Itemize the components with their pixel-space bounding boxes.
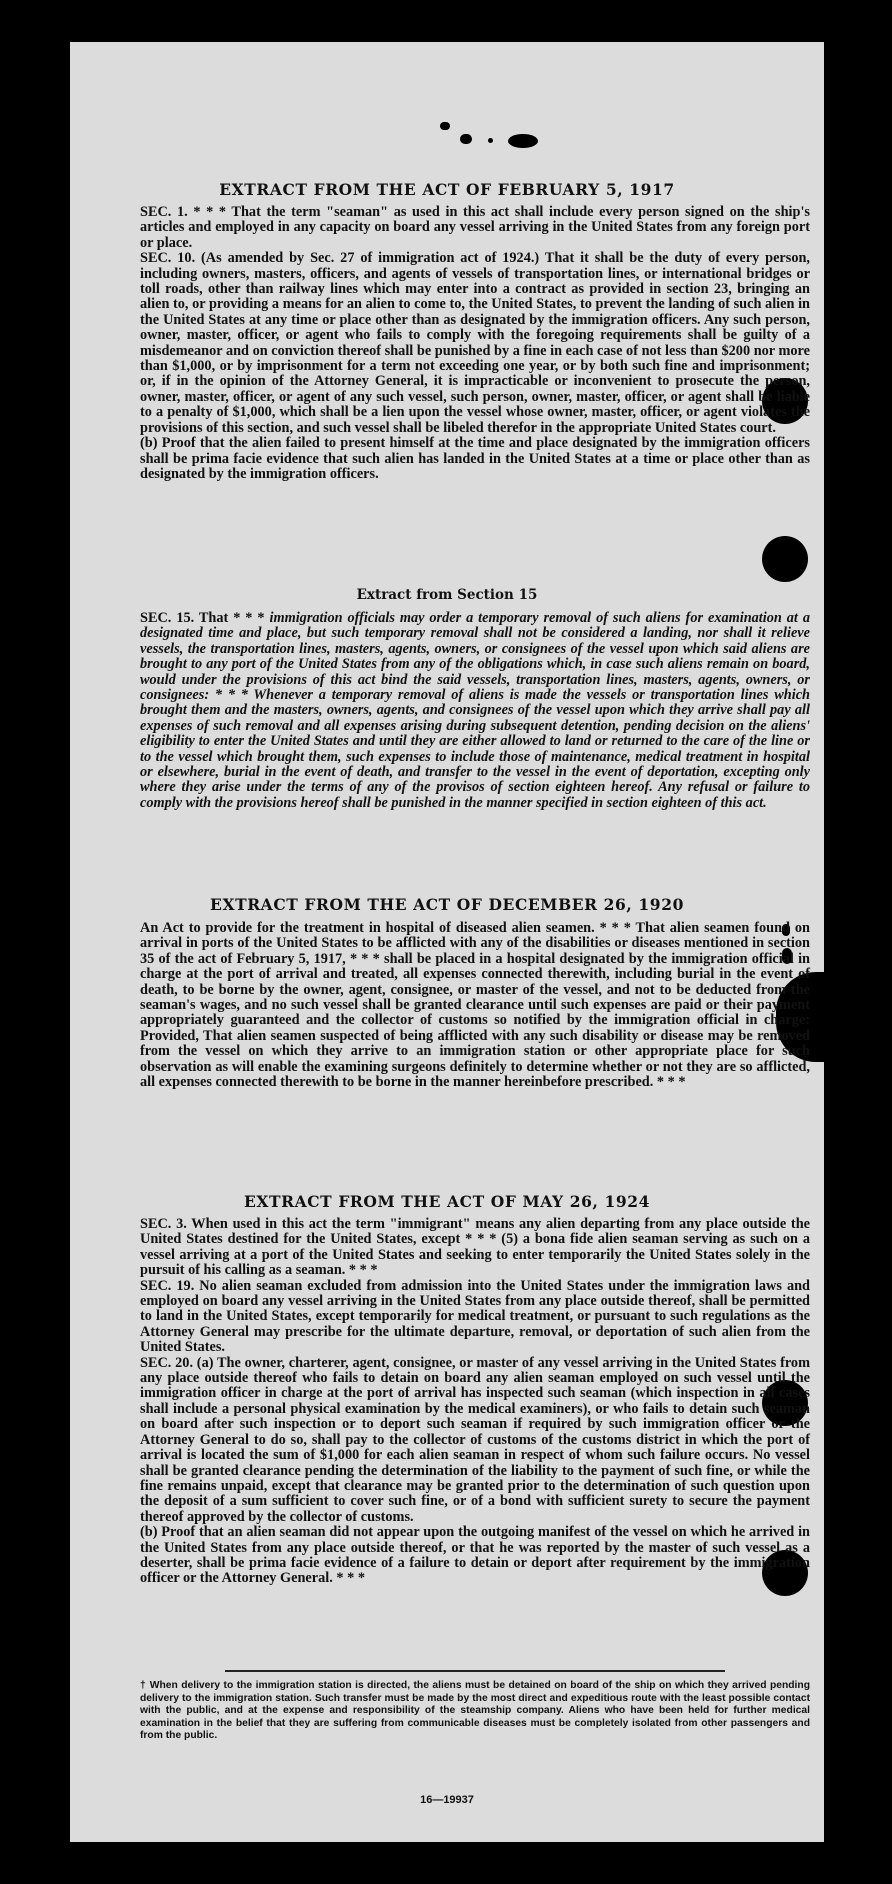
subheading-section-15: Extract from Section 15: [356, 587, 538, 603]
ink-blot: [488, 138, 493, 143]
text-act-1924: SEC. 3. When used in this act the term "immigrant" means any alien departing from any place outside the United States destined for the United States, except * * * (5) a bona fide alien seaman serving as such on a vessel arriving at a port of the United States and seeking to enter temporarily the United States solely in the pursuit of his calling as a seaman. * * * SEC. 19. No alien seaman excluded from admission into the United States under the immigration laws and employed on board any vessel arriving in the United States from any place outside thereof, shall be permitted to land in the United States, except temporarily for medical treatment, or pursuant to such regulations as the Attorney General may prescribe for the ultimate departure, removal, or deportation of such alien from the United States. SEC. 20. (a) The owner, charterer, agent, consignee, or master of any vessel arriving in the United States from any place outside thereof who fails to detain on board any alien seaman employed on such vessel until the immigration officer in charge at the port of arrival has inspected such seaman (which inspection in all cases shall include a personal physical examination by the medical examiners), or who fails to detain such seaman on board after such inspection or to deport such seaman if required by such immigration officer or the Attorney General to do so, shall pay to the collector of customs of the customs district in which the port of arrival is located the sum of $1,000 for each alien seaman in respect of whom such failure occurs. No vessel shall be granted clearance pending the determination of the liability to the payment of such fine, or while the fine remains unpaid, except that clearance may be granted prior to the determination of such question upon the deposit of a sum sufficient to cover such fine, or of a bond with sufficient surety to secure the payment thereof approved by the collector of customs. (b) Proof that an alien seaman did not appear upon the outgoing manifest of the vessel on which he arrived in the United States from any place outside thereof, or that he was reported by the master of such vessel as a deserter, shall be prima facie evidence of a failure to detain or deport after requirement by the immigration officer or the Attorney General. * * *: [140, 1216, 810, 1587]
section-15-body: immigration officials may order a temporary removal of such aliens for examination at a designated time and place, but such temporary removal shall not be considered a landing, nor shall it relieve vessels, the transportation lines, masters, agents, owners, or consignees of the vessel upon which said aliens are brought to any port of the United States from any of the obligations which, in case such aliens remain on board, would under the provisions of this act bind the said vessels, transportation lines, masters, agents, owners, or consignees: * * * Whenever a temporary removal of aliens is made the vessels or transportation lines which brought them and the masters, owners, agents, and consignees of the vessel upon which they arrive shall pay all expenses of such removal and all expenses arising during subsequent detention, pending decision on the aliens' eligibility to enter the United States and until they are either allowed to land or returned to the care of the line or to the vessel which brought them, such expenses to include those of maintenance, medical treatment in hospital or elsewhere, burial in the event of death, and transfer to the vessel in the event of deportation, excepting only where they arise under the terms of any of the provisos of section eighteen hereof. Any refusal or failure to comply with the provisions hereof shall be punished in the manner specified in section eighteen of this act.: [140, 610, 810, 811]
ink-blot: [440, 122, 450, 130]
ink-blot: [508, 134, 538, 148]
section-15-lead: SEC. 15. That * * *: [140, 610, 270, 626]
heading-act-1917: EXTRACT FROM THE ACT OF FEBRUARY 5, 1917: [219, 180, 675, 199]
punch-hole: [762, 536, 808, 582]
text-act-1920: An Act to provide for the treatment in hospital of diseased alien seamen. * * * That alien seamen found on arrival in ports of the United States to be afflicted with any of the disabilities or diseases mentioned in section 35 of the act of February 5, 1917, * * * shall be placed in a hospital designated by the immigration official in charge at the port of arrival and treated, all expenses connected therewith, including burial in the event of death, to be borne by the owner, agent, consignee, or master of the vessel, and not to be deducted from the seaman's wages, and no such vessel shall be granted clearance until such expenses are paid or their payment appropriately guaranteed and the collector of customs so notified by the immigration official in charge: Provided, That alien seamen suspected of being afflicted with any such disability or disease may be removed from the vessel on which they arrive to an immigration station or other appropriate place for such observation as will enable the examining surgeons definitely to determine whether or not they are so afflicted, all expenses connected therewith to be borne in the manner hereinbefore prescribed. * * *: [140, 920, 810, 1091]
heading-act-1924: EXTRACT FROM THE ACT OF MAY 26, 1924: [243, 1192, 651, 1211]
text-section-15: [140, 611, 810, 811]
heading-act-1920: EXTRACT FROM THE ACT OF DECEMBER 26, 1920: [210, 895, 684, 914]
form-number: 16—19937: [420, 1794, 474, 1806]
text-act-1917: SEC. 1. * * * That the term "seaman" as used in this act shall include every person signed on the ship's articles and employed in any capacity on board any vessel arriving in the United States from any foreign port or place. SEC. 10. (As amended by Sec. 27 of immigration act of 1924.) That it shall be the duty of every person, including owners, masters, officers, and agents of vessels of transportation lines, or international bridges or toll roads, other than railway lines which may enter into a contract as provided in section 23, bringing an alien to, or providing a means for an alien to come to, the United States, to prevent the landing of such alien in the United States at any time or place other than as designated by the immigration officers. Any such person, owner, master, officer, or agent who fails to comply with the foregoing requirements shall be guilty of a misdemeanor and on conviction thereof shall be punished by a fine in each case of not less than $200 nor more than $1,000, or by imprisonment for a term not exceeding one year, or by both such fine and imprisonment; or, if in the opinion of the Attorney General, it is impracticable or inconvenient to prosecute the person, owner, master, officer, or agent of any such vessel, such person, owner, master, officer, or agent shall be liable to a penalty of $1,000, which shall be a lien upon the vessel whose owner, master, officer, or agent violates the provisions of this section, and such vessel shall be libeled therefor in the appropriate United States court. (b) Proof that the alien failed to present himself at the time and place designated by the immigration officers shall be prima facie evidence that such alien has landed in the United States at a time or place other than as designated by the immigration officers.: [140, 204, 810, 482]
footnote-text: † When delivery to the immigration station is directed, the aliens must be detained on board of the ship on which they arrived pending delivery to the immigration station. Such transfer must be made by the most direct and expeditious route with the least possible contact with the public, and at the expense and responsibility of the steamship company. Aliens who have been held for further medical examination in the belief that they are suffering from communicable diseases must be completely isolated from other passengers and from the public.: [140, 1680, 810, 1742]
document-page: [70, 42, 824, 1842]
footnote-divider: [225, 1670, 725, 1672]
ink-blot: [460, 134, 472, 144]
